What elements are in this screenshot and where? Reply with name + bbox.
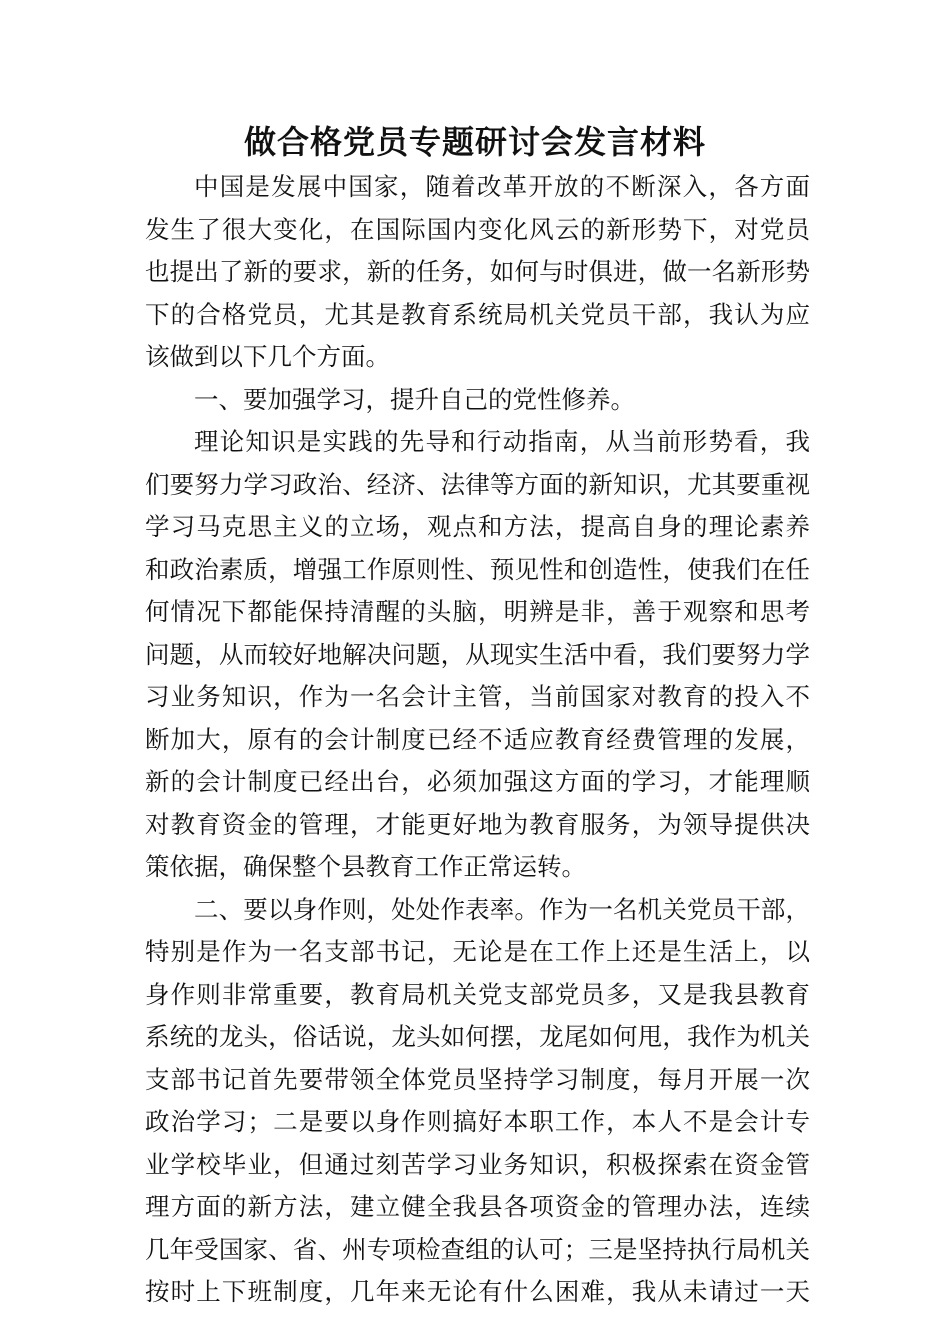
paragraph-2-line-4: 和政治素质，增强工作原则性、预见性和创造性，使我们在任 bbox=[145, 554, 810, 584]
paragraph-2-line-8: 断加大，原有的会计制度已经不适应教育经费管理的发展， bbox=[145, 724, 810, 754]
paragraph-3-line-6: 政治学习；二是要以身作则搞好本职工作，本人不是会计专 bbox=[145, 1107, 810, 1136]
paragraph-3-line-7: 业学校毕业，但通过刻苦学习业务知识，积极探索在资金管 bbox=[145, 1149, 810, 1179]
paragraph-2-line-5: 何情况下都能保持清醒的头脑，明辨是非，善于观察和思考 bbox=[145, 597, 810, 626]
paragraph-1-line-5: 该做到以下几个方面。 bbox=[145, 342, 390, 371]
paragraph-2-line-11: 策依据，确保整个县教育工作正常运转。 bbox=[145, 852, 586, 881]
paragraph-1-line-4: 下的合格党员，尤其是教育系统局机关党员干部，我认为应 bbox=[145, 299, 810, 329]
document-title: 做合格党员专题研讨会发言材料 bbox=[243, 123, 706, 161]
paragraph-2-line-6: 问题，从而较好地解决问题，从现实生活中看，我们要努力学 bbox=[145, 639, 810, 669]
paragraph-3-line-5: 支部书记首先要带领全体党员坚持学习制度，每月开展一次 bbox=[145, 1064, 810, 1094]
paragraph-3-line-9: 几年受国家、省、州专项检查组的认可；三是坚持执行局机关 bbox=[145, 1234, 810, 1264]
document-body bbox=[145, 166, 810, 1314]
paragraph-3-line-4: 系统的龙头，俗话说，龙头如何摆，龙尾如何甩，我作为机关 bbox=[145, 1022, 810, 1051]
paragraph-2-line-9: 新的会计制度已经出台，必须加强这方面的学习，才能理顺 bbox=[145, 767, 810, 796]
paragraph-2-line-2: 们要努力学习政治、经济、法律等方面的新知识，尤其要重视 bbox=[145, 469, 810, 499]
section-heading-1: 一、要加强学习，提升自己的党性修养。 bbox=[194, 384, 635, 414]
paragraph-2-line-10: 对教育资金的管理，才能更好地为教育服务，为领导提供决 bbox=[145, 809, 810, 839]
paragraph-3-line-10: 按时上下班制度，几年来无论有什么困难，我从未请过一天 bbox=[145, 1277, 810, 1306]
paragraph-3-line-8: 理方面的新方法，建立健全我县各项资金的管理办法，连续 bbox=[145, 1192, 810, 1221]
paragraph-1-line-2: 发生了很大变化，在国际国内变化风云的新形势下，对党员 bbox=[145, 214, 810, 244]
paragraph-2-line-7: 习业务知识，作为一名会计主管，当前国家对教育的投入不 bbox=[145, 682, 810, 711]
paragraph-1-line-3: 也提出了新的要求，新的任务，如何与时俱进，做一名新形势 bbox=[145, 257, 810, 286]
paragraph-2-line-3: 学习马克思主义的立场，观点和方法，提高自身的理论素养 bbox=[145, 512, 810, 541]
paragraph-3-line-2: 特别是作为一名支部书记，无论是在工作上还是生活上，以 bbox=[145, 937, 810, 966]
paragraph-3-line-3: 身作则非常重要，教育局机关党支部党员多，又是我县教育 bbox=[145, 979, 810, 1009]
paragraph-2-line-1: 理论知识是实践的先导和行动指南，从当前形势看，我 bbox=[194, 427, 810, 456]
paragraph-1-line-1: 中国是发展中国家，随着改革开放的不断深入，各方面 bbox=[194, 172, 810, 201]
paragraph-3-line-1: 二、要以身作则，处处作表率。作为一名机关党员干部， bbox=[194, 894, 810, 924]
